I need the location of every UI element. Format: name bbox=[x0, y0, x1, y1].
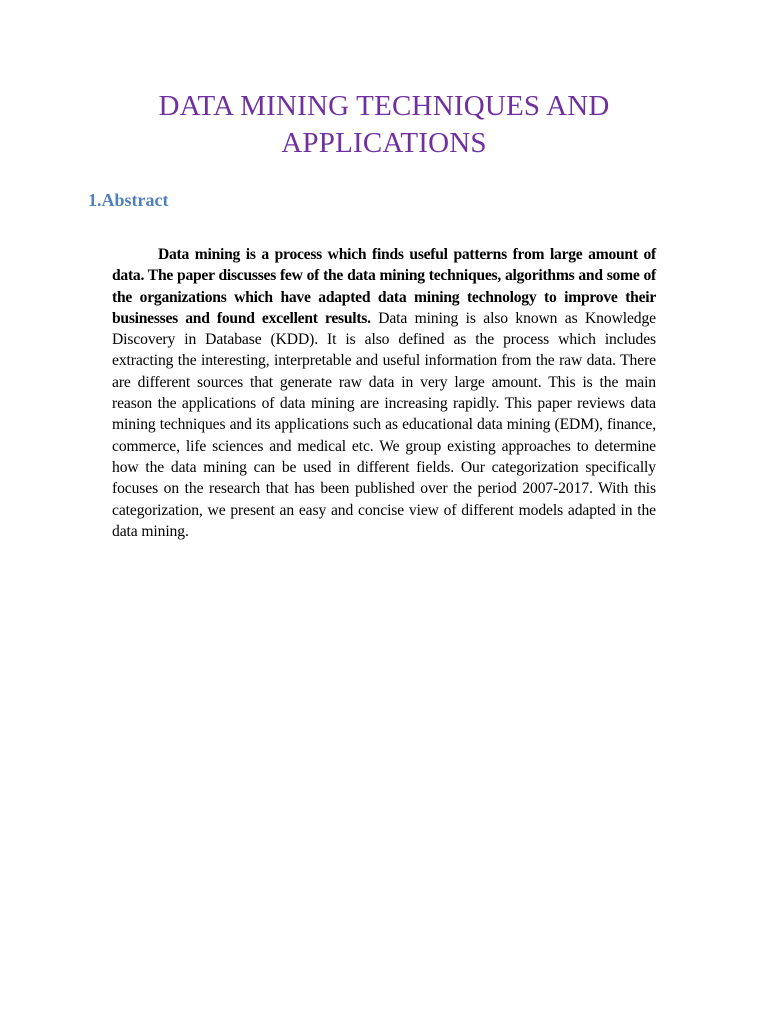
abstract-bold-text: Data mining is a process which finds useful patterns from large amount of data. The paper discusses few of the data mining techniques, algorithms and some of the organizations which have adapted data mining technology to improve their businesses and found excellent results. bbox=[112, 246, 656, 327]
document-title-line-1: DATA MINING TECHNIQUES AND bbox=[158, 90, 610, 122]
abstract-regular-text: Data mining is also known as Knowledge Discovery in Database (KDD). It is also defined as the process which includes extracting the interesting, interpretable and useful information from the raw data. There are different sources that generate raw data in very large amount. This is the main reason the applications of data mining are increasing rapidly. This paper reviews data mining techniques and its applications such as educational data mining (EDM), finance, commerce, life sciences and medical etc. We group existing approaches to determine how the data mining can be used in different fields. Our categorization specifically focuses on the research that has been published over the period 2007-2017. With this categorization, we present an easy and concise view of different models adapted in the data mining. bbox=[112, 309, 656, 540]
document-title-line-2: APPLICATIONS bbox=[281, 127, 487, 159]
document-title bbox=[60, 88, 708, 162]
section-heading-abstract: 1.Abstract bbox=[88, 190, 169, 210]
abstract-paragraph bbox=[112, 244, 656, 542]
